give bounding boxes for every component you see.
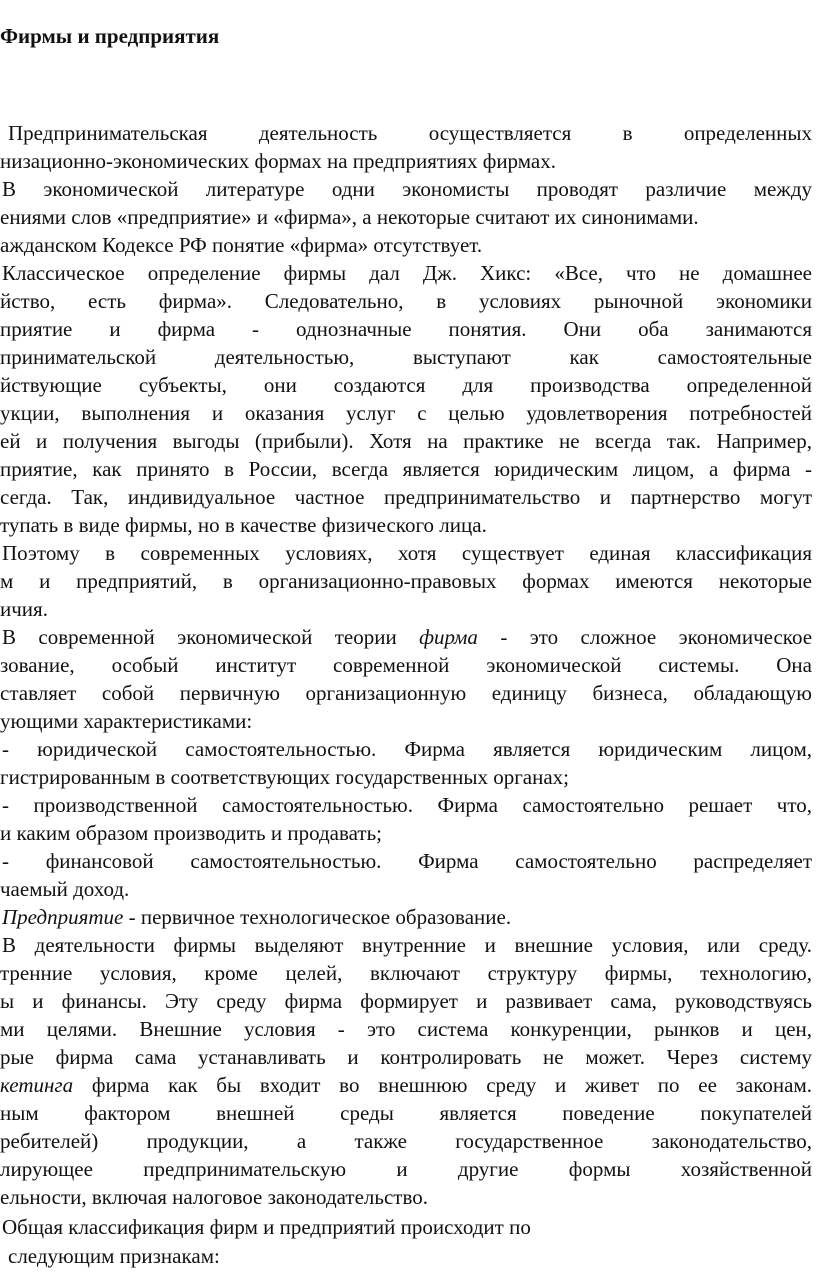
text-line: ажданском Кодексе РФ понятие «фирма» отсутствует. [0, 233, 483, 257]
text-line: Общая классификация фирм и предприятий происходит по [2, 1215, 531, 1239]
text-line: - финансовой самостоятельностью. Фирма самостоятельно распределяет [2, 849, 812, 873]
text-line: рые фирма сама устанавливать и контролировать не может. Через систему [0, 1045, 812, 1069]
text-line: следующим признакам: [8, 1244, 220, 1268]
text-line: ей и получения выгоды (прибыли). Хотя на практике не всегда так. Например, [0, 429, 812, 453]
text-line: Предпринимательская деятельность осуществляется в определенных [8, 121, 812, 145]
text-line: приятие и фирма - однозначные понятия. Они оба занимаются [0, 317, 812, 341]
text-line: В деятельности фирмы выделяют внутренние и внешние условия, или среду. [2, 933, 812, 957]
text-line: ми целями. Внешние условия - это система конкуренции, рынков и цен, [0, 1017, 812, 1041]
text-line: сегда. Так, индивидуальное частное предпринимательство и партнерство могут [0, 485, 812, 509]
text-line: чаемый доход. [0, 877, 130, 901]
text-line: гистрированным в соответствующих государственных органах; [0, 765, 570, 789]
text-line: Классическое определение фирмы дал Дж. Хикс: «Все, что не домашнее [2, 261, 812, 285]
text-line: йство, есть фирма». Следовательно, в условиях рыночной экономики [0, 289, 812, 313]
text-line: ующими характеристиками: [0, 709, 253, 733]
text-line: укции, выполнения и оказания услуг с целью удовлетворения потребностей [0, 401, 812, 425]
text-line: лирующее предпринимательскую и другие формы хозяйственной [0, 1157, 812, 1181]
text-line: принимательской деятельностью, выступают как самостоятельные [0, 345, 812, 369]
text-line: ельности, включая налоговое законодательство. [0, 1185, 428, 1209]
text-line: ичия. [0, 597, 48, 621]
text-line: Предприятие - первичное технологическое образование. [2, 905, 512, 929]
text-line: приятие, как принято в России, всегда является юридическим лицом, а фирма - [0, 457, 812, 481]
text-line: кетинга фирма как бы входит во внешнюю среду и живет по ее законам. [0, 1073, 812, 1097]
text-line: и каким образом производить и продавать; [0, 821, 382, 845]
text-line: ставляет собой первичную организационную единицу бизнеса, обладающую [0, 681, 812, 705]
text-line: м и предприятий, в организационно-правовых формах имеются некоторые [0, 569, 812, 593]
text-line: ениями слов «предприятие» и «фирма», а некоторые считают их синонимами. [0, 205, 699, 229]
text-line: Поэтому в современных условиях, хотя существует единая классификация [2, 541, 812, 565]
text-line: - юридической самостоятельностью. Фирма является юридическим лицом, [2, 737, 812, 761]
text-line: зование, особый институт современной экономической системы. Она [0, 653, 812, 677]
term-enterprise: Предприятие [2, 905, 124, 929]
term-marketing: кетинга [0, 1073, 74, 1097]
text-line: низационно-экономических формах на предприятиях фирмах. [0, 149, 556, 173]
text-line: тренние условия, кроме целей, включают структуру фирмы, технологию, [0, 961, 812, 985]
text-line: ребителей) продукции, а также государственное законодательство, [0, 1129, 812, 1153]
text-line: ы и финансы. Эту среду фирма формирует и развивает сама, руководствуясь [0, 989, 812, 1013]
term-firm: фирма [419, 625, 478, 649]
document-title: Фирмы и предприятия [0, 24, 220, 48]
text-line: йствующие субъекты, они создаются для производства определенной [0, 373, 812, 397]
text-line: В современной экономической теории фирма - это сложное экономическое [2, 625, 813, 649]
text-line: - производственной самостоятельностью. Фирма самостоятельно решает что, [2, 793, 812, 817]
text-line: В экономической литературе одни экономисты проводят различие между [2, 177, 812, 201]
text-line: ным фактором внешней среды является поведение покупателей [0, 1101, 812, 1125]
text-line: тупать в виде фирмы, но в качестве физического лица. [0, 513, 487, 537]
